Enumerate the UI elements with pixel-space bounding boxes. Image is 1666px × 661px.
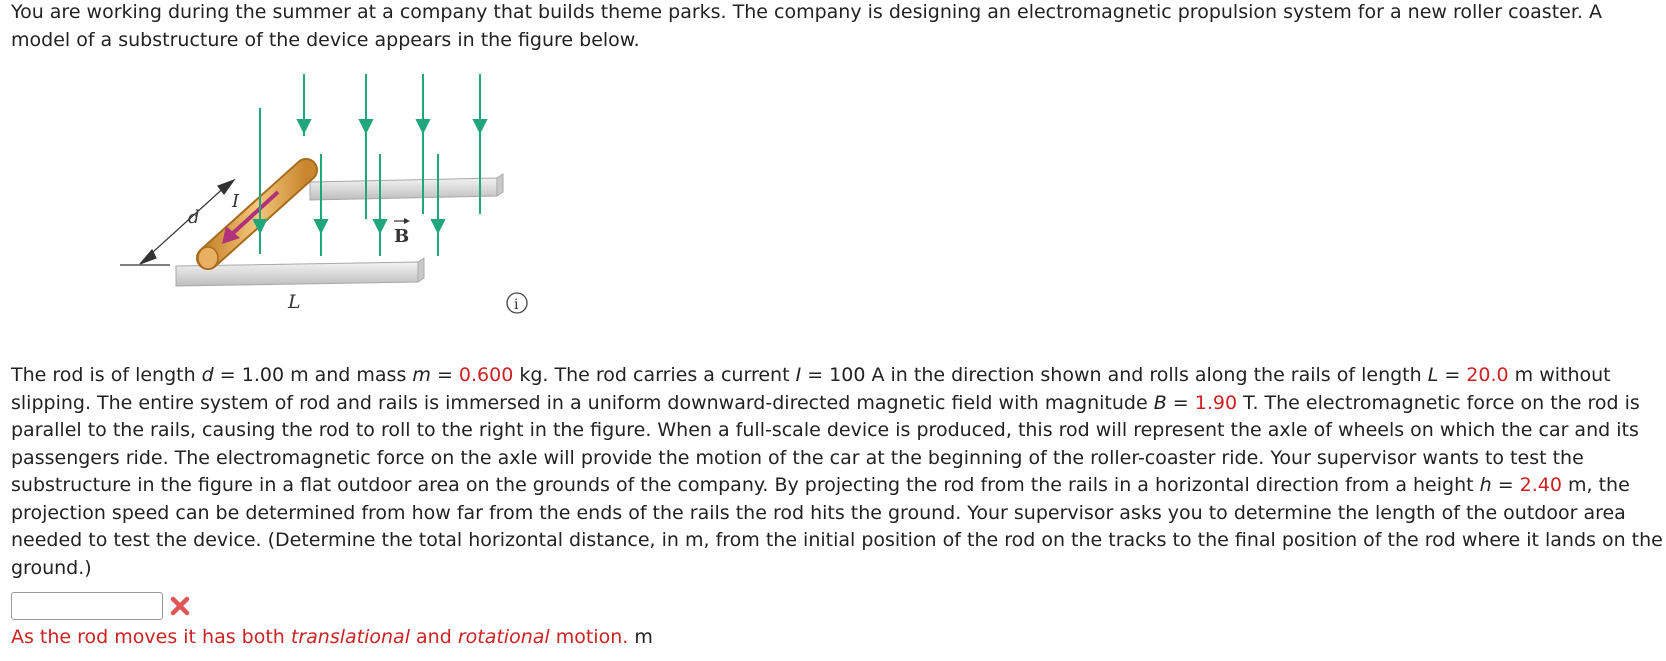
- svg-text:i: i: [514, 297, 519, 313]
- problem-statement: [11, 362, 1663, 582]
- height-value: 2.40: [1519, 474, 1562, 496]
- feedback-text: As the rod moves it has both: [11, 626, 291, 648]
- magnetic-field-lines-front: [254, 74, 444, 256]
- var-h: h: [1479, 474, 1492, 496]
- problem-text: = 1.00 m and mass: [213, 364, 413, 386]
- back-rail: [310, 174, 503, 200]
- rod-rails-figure: [110, 74, 590, 334]
- problem-text: =: [1438, 364, 1467, 386]
- problem-text: m without slipping. The entire system of rod and rails is immersed in a uniform downward-directed magnetic field with magnitude: [11, 364, 1611, 414]
- problem-text: The rod is of length: [11, 364, 202, 386]
- var-b: B: [1153, 391, 1167, 414]
- label-b-field: B: [394, 226, 410, 247]
- var-current: I: [795, 364, 802, 386]
- intro-paragraph: You are working during the summer at a company that builds theme parks. The company is designing an electromagnetic propulsion system for a new roller coaster. A model of a substructure of the device appears in the figure below.: [11, 1, 1602, 51]
- label-d: d: [188, 207, 200, 228]
- wrong-x-icon: [169, 595, 191, 617]
- problem-text: T. The electromagnetic force on the rod is parallel to the rails, causing the rod to roll to the right in the figure. When a full-scale device is produced, this rod will represent the axle of wheels on which the car and its passengers ride. The electromagnetic force on the axle will provide the motion of the car at the beginning of the roller-coaster ride. Your supervisor wants to test the substructure in the figure in a flat outdoor area on the grounds of the company. By projecting the rod from the rails in a horizontal direction from a height: [11, 391, 1640, 496]
- answer-row: [11, 590, 191, 622]
- rail-length-value: 20.0: [1466, 364, 1509, 386]
- answer-input[interactable]: [11, 592, 163, 620]
- label-rail-length: L: [288, 291, 301, 313]
- feedback-message: [11, 624, 653, 652]
- var-d: d: [201, 364, 214, 386]
- problem-text: kg. The rod carries a current: [513, 364, 796, 386]
- figure-drawing: [110, 74, 590, 334]
- field-value: 1.90: [1194, 391, 1238, 414]
- mass-value: 0.600: [458, 364, 514, 386]
- problem-text: = 100 A in the direction shown and rolls along the rails of length: [801, 364, 1428, 386]
- feedback-text: motion.: [549, 626, 629, 648]
- rod: [198, 170, 306, 269]
- feedback-emphasis: translational: [290, 626, 410, 648]
- problem-text: =: [1491, 474, 1520, 496]
- var-l: L: [1427, 364, 1439, 386]
- unit-label: m: [628, 626, 653, 648]
- problem-text: =: [1166, 391, 1195, 414]
- field-label: [394, 218, 410, 247]
- problem-text: =: [430, 364, 459, 386]
- var-m: m: [412, 364, 431, 386]
- info-circle-icon[interactable]: [507, 293, 527, 313]
- feedback-emphasis: rotational: [457, 626, 550, 648]
- problem-text: m, the projection speed can be determined from how far from the ends of the rails the rod hits the ground. Your supervisor asks you to determine the length of the outdoor area needed to test the device. (Determine the total horizontal distance, in m, from the initial position of the rod on the tracks to the final position of the rod where it lands on the ground.): [11, 474, 1663, 579]
- label-current: I: [232, 191, 240, 212]
- feedback-text: and: [409, 626, 458, 648]
